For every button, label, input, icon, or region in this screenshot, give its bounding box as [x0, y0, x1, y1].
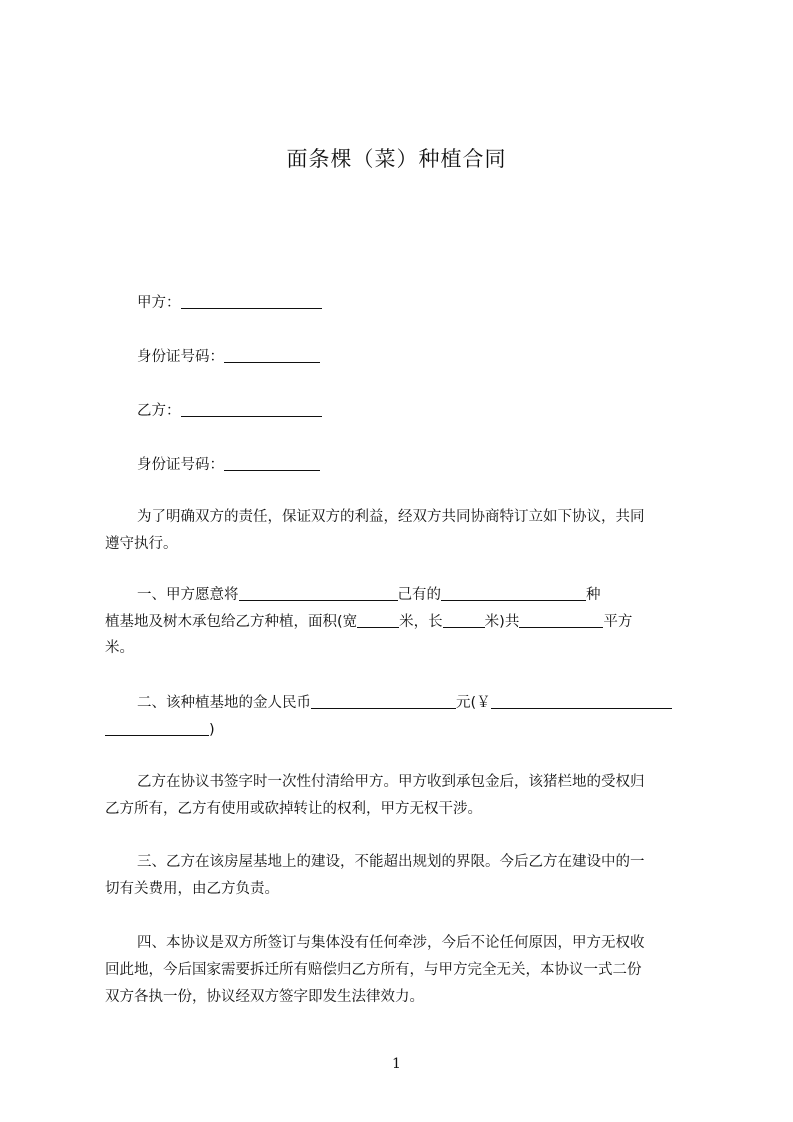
id-a-blank[interactable] — [224, 346, 320, 363]
clause-1-text-a: 一、甲方愿意将 — [137, 587, 239, 603]
clause-1-line-3: 米。 — [105, 640, 134, 656]
clause-1-line-2 — [105, 611, 705, 632]
party-a-label: 甲方： — [137, 295, 181, 311]
party-b-field — [137, 400, 737, 421]
clause-3-line-2: 切有关费用，由乙方负责。 — [105, 881, 279, 897]
clause-1-blank-land[interactable] — [239, 584, 398, 601]
clause-2-text-c: ) — [209, 722, 215, 738]
clause-2-text-a: 二、该种植基地的金人民币 — [137, 695, 311, 711]
clause-2-line-2 — [105, 719, 705, 740]
clause-1-blank-length[interactable] — [443, 611, 485, 628]
clause-2-text-b: 元(￥ — [456, 695, 491, 711]
document-title: 面条棵（菜）种植合同 — [286, 147, 507, 171]
party-b-blank[interactable] — [181, 400, 322, 417]
id-a-field — [137, 346, 737, 367]
clause-1-blank-base[interactable] — [441, 584, 586, 601]
payment-line-2: 乙方所有，乙方有使用或砍掉转让的权利，甲方无权干涉。 — [105, 801, 482, 817]
id-b-field — [137, 454, 737, 475]
clause-1-blank-width[interactable] — [357, 611, 399, 628]
clause-1-line-1 — [137, 584, 737, 605]
intro-line-1: 为了明确双方的责任，保证双方的利益，经双方共同协商特订立如下协议，共同 — [137, 509, 645, 525]
clause-1-text-e: 米，长 — [399, 614, 443, 630]
clause-2-blank-yen-cont[interactable] — [105, 719, 209, 736]
payment-line-1: 乙方在协议书签字时一次性付清给甲方。甲方收到承包金后，该猪栏地的受权归 — [137, 774, 645, 790]
party-b-label: 乙方： — [137, 403, 181, 419]
id-b-blank[interactable] — [224, 454, 320, 471]
clause-4-line-3: 双方各执一份，协议经双方签字即发生法律效力。 — [105, 989, 424, 1005]
clause-2-blank-rmb[interactable] — [311, 692, 456, 709]
clause-1-text-d: 植基地及树木承包给乙方种植，面积(宽 — [105, 614, 358, 630]
id-a-label: 身份证号码： — [137, 349, 224, 365]
party-a-field — [137, 292, 737, 313]
clause-3-line-1: 三、乙方在该房屋基地上的建设，不能超出规划的界限。今后乙方在建设中的一 — [137, 854, 645, 870]
page-number: 1 — [392, 1056, 401, 1072]
clause-2-line-1 — [137, 692, 737, 713]
party-a-blank[interactable] — [181, 292, 322, 309]
clause-1-blank-area[interactable] — [519, 611, 603, 628]
id-b-label: 身份证号码： — [137, 457, 224, 473]
clause-1-text-b: 己有的 — [397, 587, 441, 603]
intro-line-2: 遵守执行。 — [105, 536, 178, 552]
clause-1-text-g: 平方 — [603, 614, 633, 630]
clause-4-line-1: 四、本协议是双方所签订与集体没有任何牵涉，今后不论任何原因，甲方无权收 — [137, 935, 645, 951]
clause-1-text-f: 米)共 — [484, 614, 520, 630]
clause-2-blank-yen[interactable] — [491, 692, 672, 709]
clause-4-line-2: 回此地，今后国家需要拆迁所有赔偿归乙方所有，与甲方完全无关，本协议一式二份 — [105, 962, 642, 978]
clause-1-text-c: 种 — [586, 587, 601, 603]
